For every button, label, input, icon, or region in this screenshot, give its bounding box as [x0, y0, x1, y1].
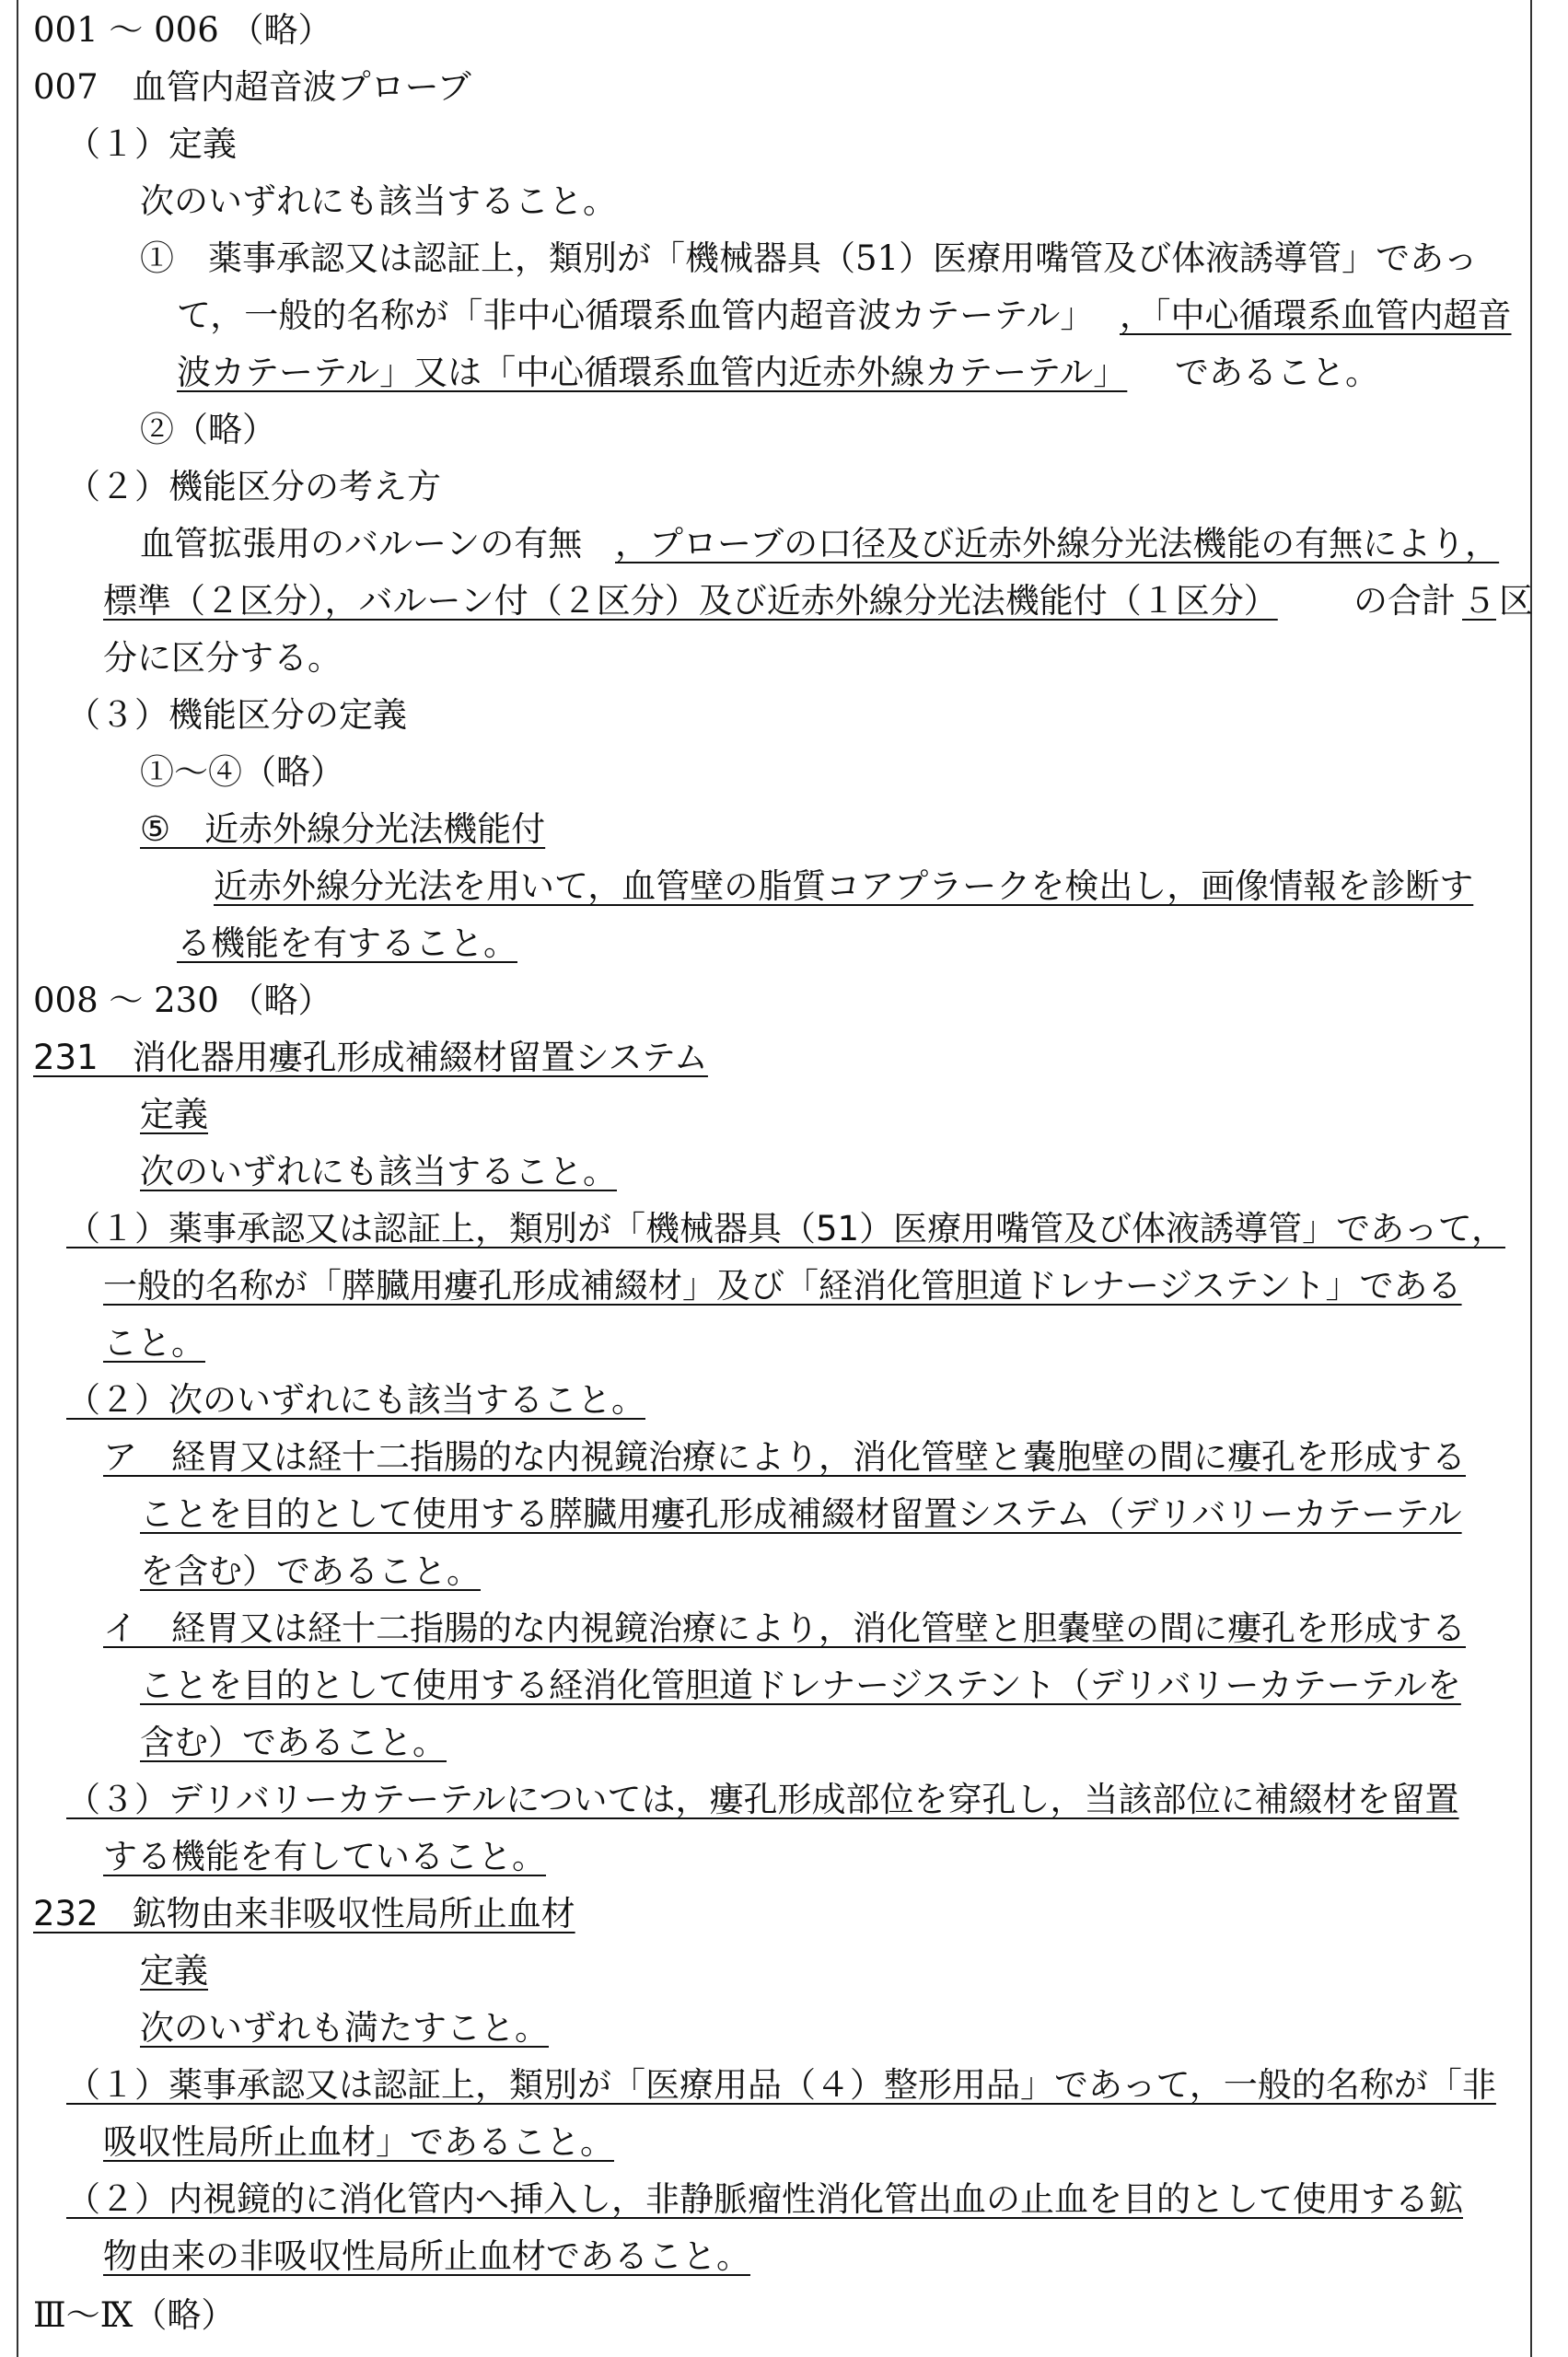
document-line-l22: （１）薬事承認又は認証上，類別が「機械器具（51）医療用嘴管及び体液誘導管」であって， [66, 1209, 1505, 1248]
document-line-l17: る機能を有すること。 [177, 923, 517, 963]
document-line-l14: ①～④（略） [140, 752, 344, 792]
document-line-l03: （１）定義 [66, 124, 237, 164]
document-line-l11b: の合計 [1353, 581, 1456, 621]
document-line-l27: ことを目的として使用する膵臓用瘻孔形成補綴材留置システム（デリバリーカテーテル [140, 1494, 1462, 1534]
document-line-l23: 一般的名称が「膵臓用瘻孔形成補綴材」及び「経消化管胆道ドレナージステント」である [103, 1266, 1462, 1306]
document-line-l39: （２）内視鏡的に消化管内へ挿入し，非静脈瘤性消化管出血の止血を目的として使用する鉱 [66, 2179, 1463, 2219]
document-line-l31: 含む）であること。 [140, 1723, 447, 1762]
document-line-l35: 定義 [140, 1951, 208, 1991]
document-line-l06b: ，「中心循環系血管内超音 [1120, 296, 1512, 335]
document-line-l15: ⑤ 近赤外線分光法機能付 [140, 809, 546, 849]
document-line-l13: （３）機能区分の定義 [66, 695, 407, 735]
document-line-l07b: であること。 [1175, 353, 1379, 392]
document-line-l18: 008 ～ 230 （略） [33, 981, 332, 1020]
document-line-l29: イ 経胃又は経十二指腸的な内視鏡治療により，消化管壁と胆嚢壁の間に瘻孔を形成する [103, 1608, 1466, 1648]
document-line-l11d: 区 [1499, 581, 1533, 621]
document-line-l08: ②（略） [140, 410, 276, 449]
document-line-l05a: ① 薬事承認又は認証上，類別が「機械器具（51）医療用嘴管及び体液誘導管」であっ [140, 238, 1478, 278]
document-line-l26: ア 経胃又は経十二指腸的な内視鏡治療により，消化管壁と嚢胞壁の間に瘻孔を形成する [103, 1437, 1466, 1477]
document-line-l06a: て，一般的名称が「非中心循環系血管内超音波カテーテル」 [177, 296, 1095, 335]
document-line-l30: ことを目的として使用する経消化管胆道ドレナージステント（デリバリーカテーテルを [140, 1666, 1461, 1705]
document-line-l07a: 波カテーテル」又は「中心循環系血管内近赤外線カテーテル」 [177, 353, 1128, 392]
document-line-l16: 近赤外線分光法を用いて，血管壁の脂質コアプラークを検出し，画像情報を診断す [214, 866, 1474, 906]
document-line-l01: 001 ～ 006 （略） [33, 10, 332, 50]
document-line-l38: 吸収性局所止血材」であること。 [103, 2122, 614, 2162]
document-line-l32: （３）デリバリーカテーテルについては，瘻孔形成部位を穿孔し，当該部位に補綴材を留置 [66, 1780, 1459, 1819]
document-line-l28: を含む）であること。 [140, 1551, 481, 1591]
document-line-l36: 次のいずれも満たすこと。 [140, 2008, 549, 2048]
document-line-l09: （２）機能区分の考え方 [66, 467, 441, 506]
document-line-l21: 次のいずれにも該当すること。 [140, 1152, 617, 1191]
document-line-l25: （２）次のいずれにも該当すること。 [66, 1380, 645, 1420]
document-line-l10a: 血管拡張用のバルーンの有無 [140, 524, 583, 563]
document-line-l04: 次のいずれにも該当すること。 [140, 181, 617, 221]
document-line-l40: 物由来の非吸収性局所止血材であること。 [103, 2236, 750, 2276]
document-line-l19: 231 消化器用瘻孔形成補綴材留置システム [33, 1038, 708, 1077]
document-line-l20: 定義 [140, 1095, 208, 1134]
document-line-l24: こと。 [103, 1323, 205, 1363]
document-line-l34: 232 鉱物由来非吸収性局所止血材 [33, 1894, 575, 1933]
document-line-l37: （１）薬事承認又は認証上，類別が「医療用品（４）整形用品」であって，一般的名称が「非 [66, 2065, 1496, 2105]
document-line-l11a: 標準（２区分），バルーン付（２区分）及び近赤外線分光法機能付（１区分） [103, 581, 1278, 621]
document-line-l10b: ，プローブの口径及び近赤外線分光法機能の有無により， [615, 524, 1500, 563]
document-line-l33: する機能を有していること。 [103, 1837, 546, 1876]
document-line-l12: 分に区分する。 [103, 638, 342, 678]
document-line-l11c: ５ [1462, 581, 1496, 621]
document-line-l41: Ⅲ～Ⅸ（略） [33, 2295, 236, 2335]
document-line-l02: 007 血管内超音波プローブ [33, 67, 471, 107]
